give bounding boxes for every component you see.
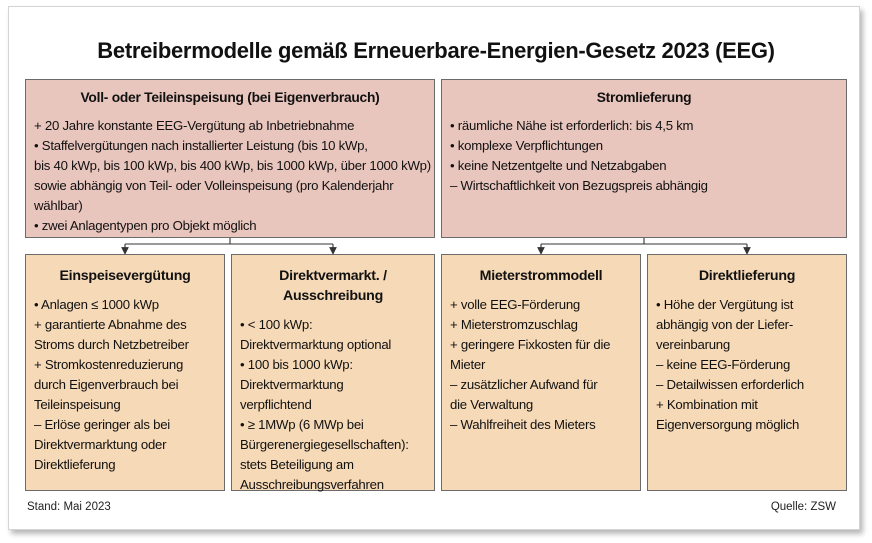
box-heading: Mieterstrommodell [479,268,603,284]
box-line: wählbar) [34,198,83,213]
box-line: – Detailwissen erforderlich [656,377,804,392]
box-line: • < 100 kWp: [240,317,313,332]
box-line: + geringere Fixkosten für die [450,337,611,352]
box-stromlieferung [441,79,847,238]
box-line: • Anlagen ≤ 1000 kWp [34,297,159,312]
diagram-title: Betreibermodelle gemäß Erneuerbare-Energien-Gesetz 2023 (EEG) [97,38,775,63]
box-lines [240,315,426,495]
box-line: • ≥ 1MWp (6 MWp bei [240,417,364,432]
box-mieterstrommodell [441,254,641,491]
box-direktvermarktung [231,254,435,491]
box-lines [34,116,431,236]
box-lines [34,295,216,475]
box-line: sowie abhängig von Teil- oder Volleinspeisung (pro Kalenderjahr [34,178,394,193]
box-line: Direktvermarktung oder [34,437,167,452]
box-line: + 20 Jahre konstante EEG-Vergütung ab Inbetriebnahme [34,118,355,133]
box-line: • Staffelvergütungen nach installierter Leistung (bis 10 kWp, [34,138,368,153]
box-line: vereinbarung [656,337,730,352]
box-lines [450,116,838,196]
box-line: + volle EEG-Förderung [450,297,580,312]
box-line: Eigenversorgung möglich [656,417,800,432]
box-line: verpflichtend [240,397,312,412]
box-line: bis 40 kWp, bis 100 kWp, bis 400 kWp, bis 1000 kWp, über 1000 kWp) [34,158,431,173]
box-line: • räumliche Nähe ist erforderlich: bis 4,5 km [450,118,694,133]
box-line: • 100 bis 1000 kWp: [240,357,353,372]
box-line: Teileinspeisung [34,397,121,412]
box-line: + Kombination mit [656,397,758,412]
box-line: – zusätzlicher Aufwand für [450,377,598,392]
box-line: durch Eigenverbrauch bei [34,377,179,392]
box-line: – Wahlfreiheit des Mieters [450,417,596,432]
box-voll-teileinspeisung [25,79,435,238]
box-line: Bürgerenergiegesellschaften): [240,437,409,452]
box-line: Mieter [450,357,486,372]
box-line: + Mieterstromzuschlag [450,317,578,332]
box-line: Stroms durch Netzbetreiber [34,337,189,352]
box-line: – keine EEG-Förderung [656,357,791,372]
box-direktlieferung [647,254,847,491]
box-line: Direktvermarktung [240,377,344,392]
box-heading: Voll- oder Teileinspeisung (bei Eigenverbrauch) [80,90,380,105]
box-einspeiseverguetung [25,254,225,491]
box-heading: Direktlieferung [698,268,796,284]
footer-quelle: Quelle: ZSW [770,501,836,513]
box-line: + Stromkostenreduzierung [34,357,184,372]
box-line: – Erlöse geringer als bei [34,417,170,432]
box-line: abhängig von der Liefer- [656,317,793,332]
footer-stand: Stand: Mai 2023 [27,501,111,513]
box-line: • Höhe der Vergütung ist [656,297,794,312]
box-line: • zwei Anlagentypen pro Objekt möglich [34,218,257,233]
box-heading: Direktvermarkt. / Ausschreibung [279,268,387,304]
box-line: + garantierte Abnahme des [34,317,187,332]
box-heading: Stromlieferung [596,90,692,105]
box-line: die Verwaltung [450,397,534,412]
box-heading: Einspeisevergütung [59,268,191,284]
box-line: stets Beteiligung am [240,457,354,472]
box-lines [656,295,838,435]
box-line: Ausschreibungsverfahren [240,477,384,492]
box-line: • keine Netzentgelte und Netzabgaben [450,158,667,173]
box-line: • komplexe Verpflichtungen [450,138,603,153]
box-lines [450,295,632,435]
box-line: Direktvermarktung optional [240,337,392,352]
box-line: – Wirtschaftlichkeit von Bezugspreis abhängig [450,178,708,193]
box-line: Direktlieferung [34,457,116,472]
